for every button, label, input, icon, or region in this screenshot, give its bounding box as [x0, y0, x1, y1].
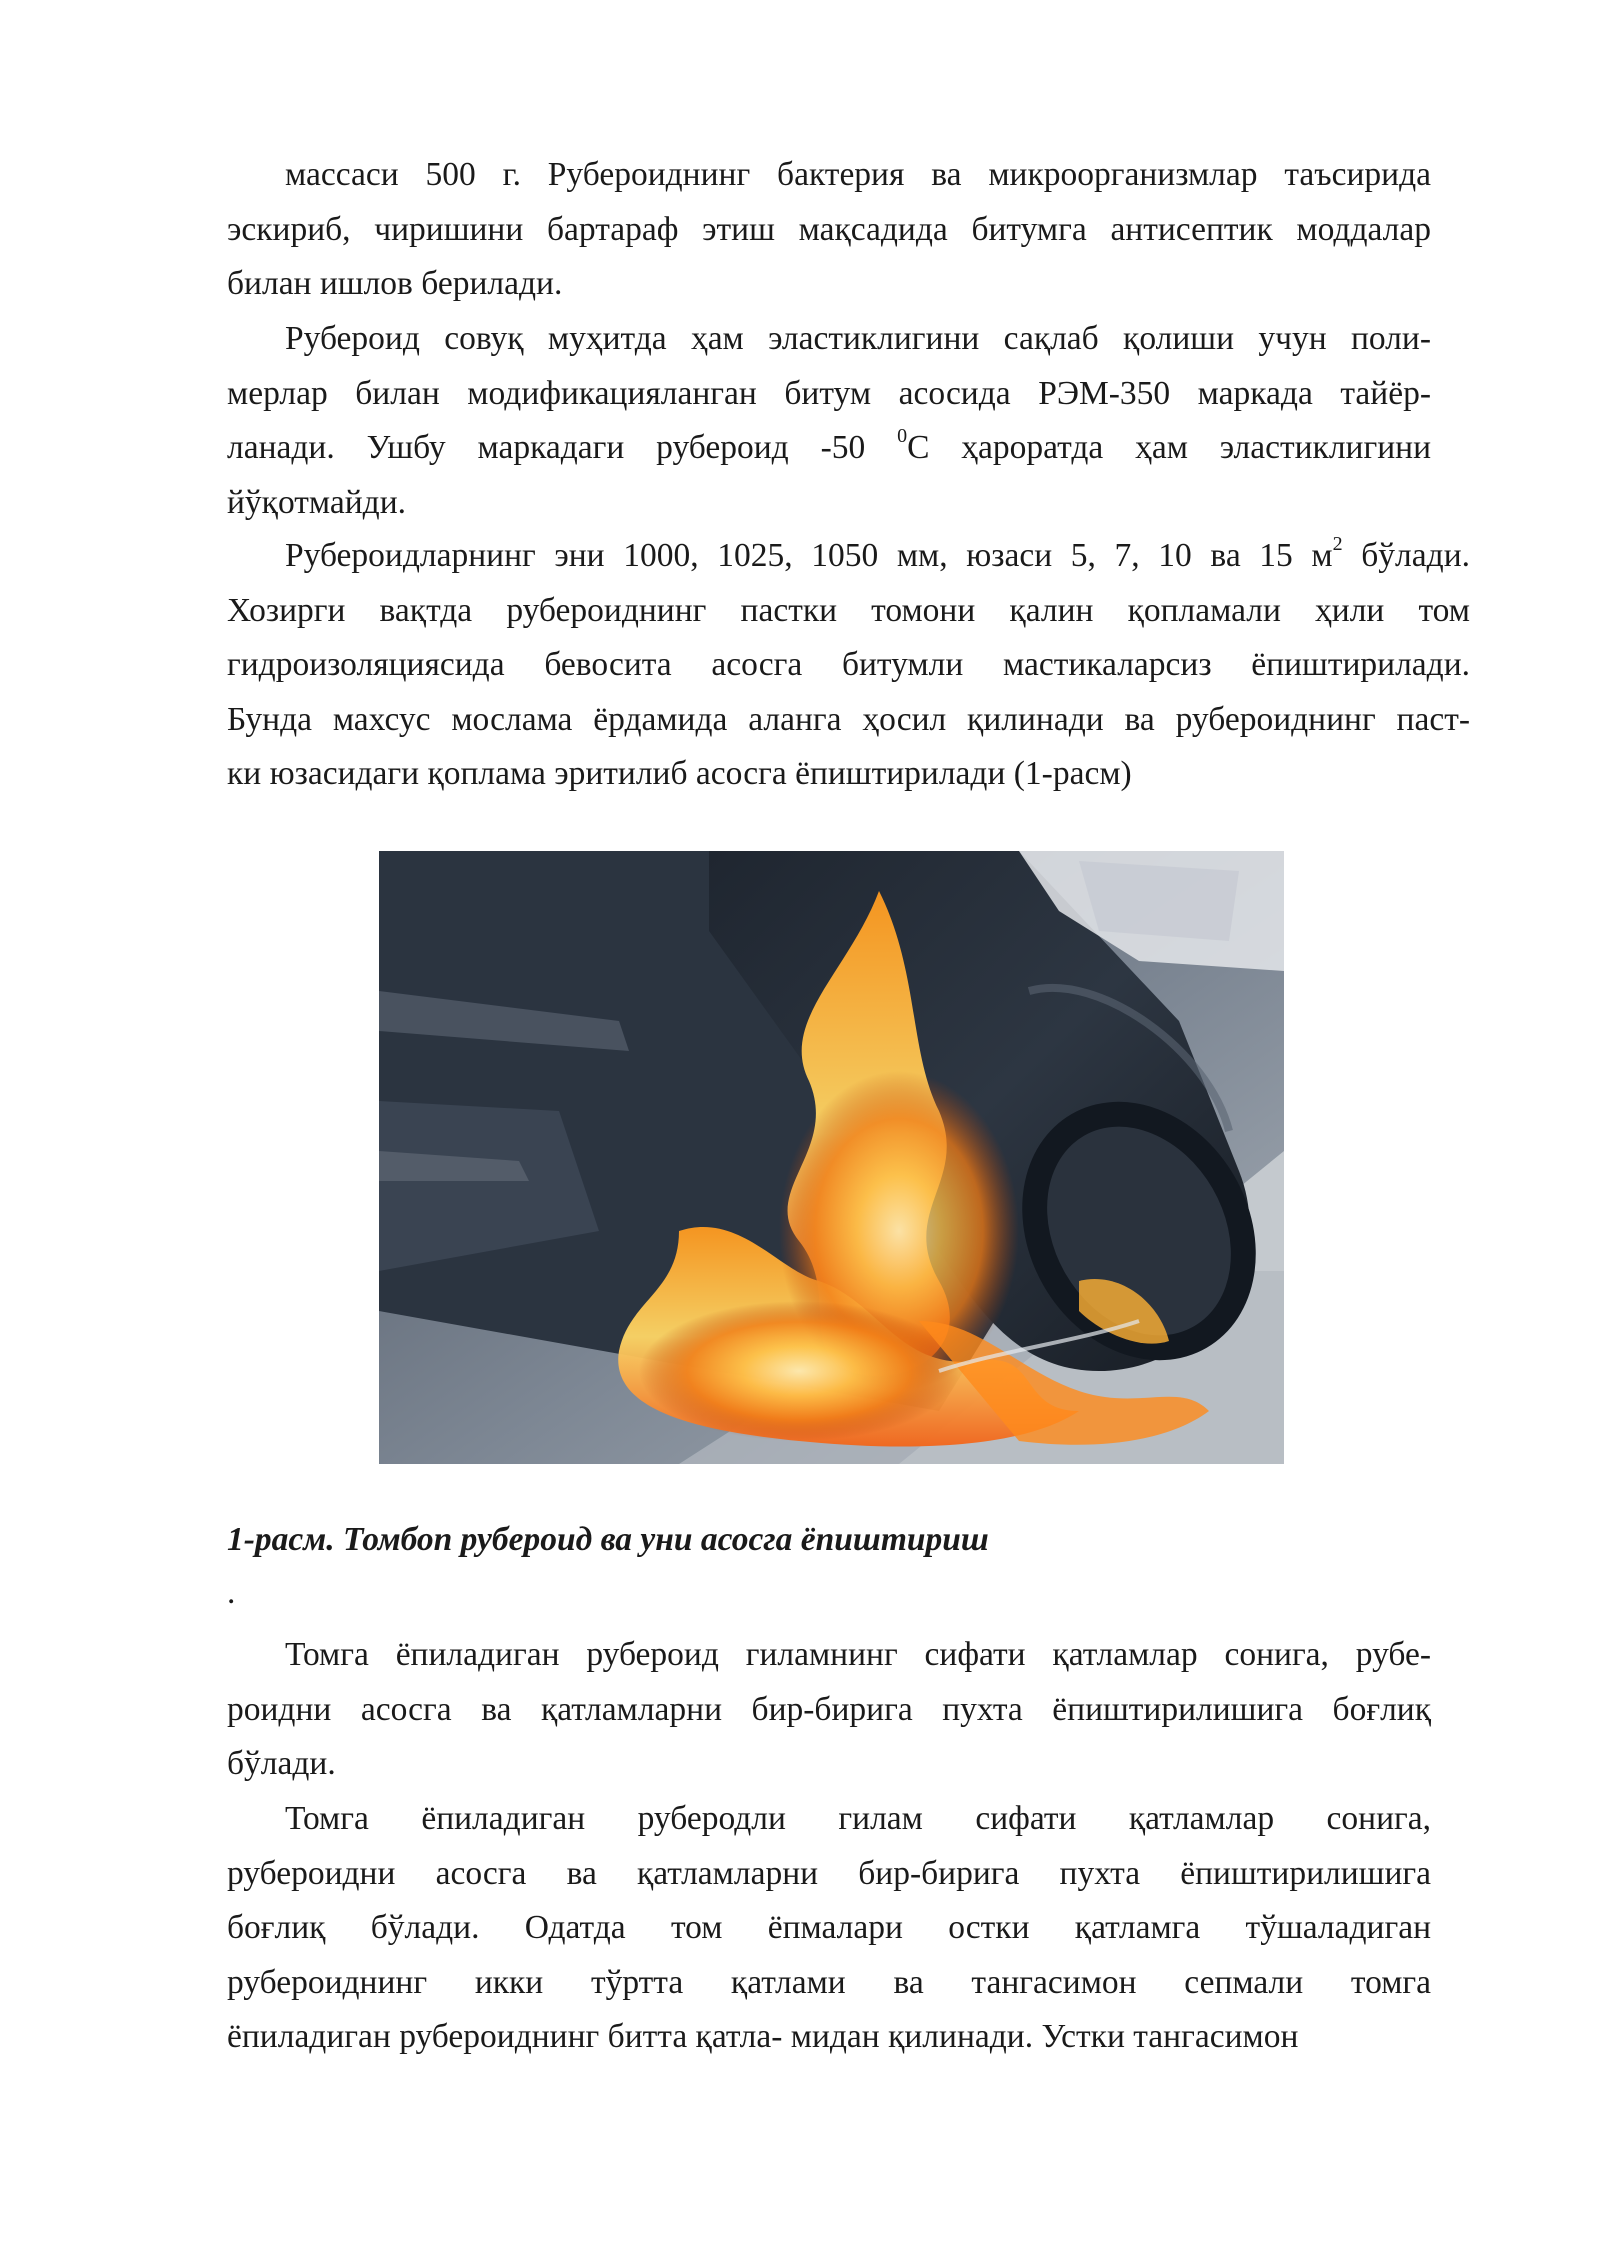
paragraph-4	[227, 1628, 1431, 1792]
text-line: роидни асосга ва қатламларни бир-бирига пухта ёпиштирилишига боғлиқ	[227, 1690, 1431, 1728]
text-line: Томга ёпиладиган руберодли гилам сифати қатламлар сонига,	[285, 1800, 1431, 1837]
text-line: ёпиладиган рубероиднинг битта қатла- мидан қилинади. Устки тангасимон	[227, 2018, 1299, 2055]
paragraph-5	[227, 1792, 1431, 2065]
text-line: Томга ёпиладиган рубероид гиламнинг сифати қатламлар сонига, рубе-	[285, 1636, 1431, 1673]
text-line: Хозирги вақтда рубероиднинг пастки томони қалин қопламали ҳили том	[227, 591, 1470, 629]
text-line: билан ишлов берилади.	[227, 265, 563, 302]
text-line: Рубероид совуқ муҳитда ҳам эластиклигини сақлаб қолиши учун поли-	[285, 320, 1431, 357]
paragraph-2	[227, 312, 1431, 530]
figure-roofing-torch-image	[379, 851, 1284, 1464]
caption-trailing-dot: .	[227, 1574, 236, 1611]
text-line: ки юзасидаги қоплама эритилиб асосга ёпиштирилади (1-расм)	[227, 755, 1132, 792]
text-fragment: бўлади.	[1342, 537, 1470, 574]
paragraph-3	[227, 529, 1470, 802]
text-line: гидроизоляциясида бевосита асосга битумли мастикаларсиз ёпиштирилади.	[227, 646, 1470, 683]
text-line: йўқотмайди.	[227, 483, 407, 521]
text-line: мерлар билан модификацияланган битум асосида РЭМ-350 маркада тайёр-	[227, 374, 1431, 412]
text-line	[227, 529, 1470, 584]
roofing-torch-photo	[379, 851, 1284, 1464]
text-line: Бунда махсус мослама ёрдамида аланга ҳосил қилинади ва рубероиднинг паст-	[227, 700, 1470, 738]
paragraph-1	[227, 148, 1431, 312]
text-line	[227, 421, 1431, 476]
text-line: бўлади.	[227, 1745, 336, 1782]
text-line: эскириб, чиришини бартараф этиш мақсадида битумга антисептик моддалар	[227, 210, 1431, 248]
text-line: рубероидни асосга ва қатламларни бир-бирига пухта ёпиштирилишига	[227, 1854, 1431, 1892]
text-line: массаси 500 г. Рубероиднинг бактерия ва микроорганизмлар таъсирида	[285, 156, 1431, 193]
superscript: 0	[897, 425, 908, 447]
superscript: 2	[1332, 533, 1343, 555]
text-fragment: ланади. Ушбу маркадаги рубероид -50	[227, 429, 898, 466]
text-line: рубероиднинг икки тўртта қатлами ва тангасимон сепмали томга	[227, 1963, 1431, 2001]
text-line: боғлиқ бўлади. Одатда том ёпмалари остки қатламга тўшаладиган	[227, 1909, 1431, 1946]
text-fragment: С ҳароратда ҳам эластиклигини	[907, 429, 1431, 466]
figure-caption: 1-расм. Томбоп рубероид ва уни асосга ёпиштириш	[227, 1521, 989, 1558]
text-fragment: Рубероидларнинг эни 1000, 1025, 1050 мм, юзаси 5, 7, 10 ва 15 м	[285, 537, 1333, 574]
